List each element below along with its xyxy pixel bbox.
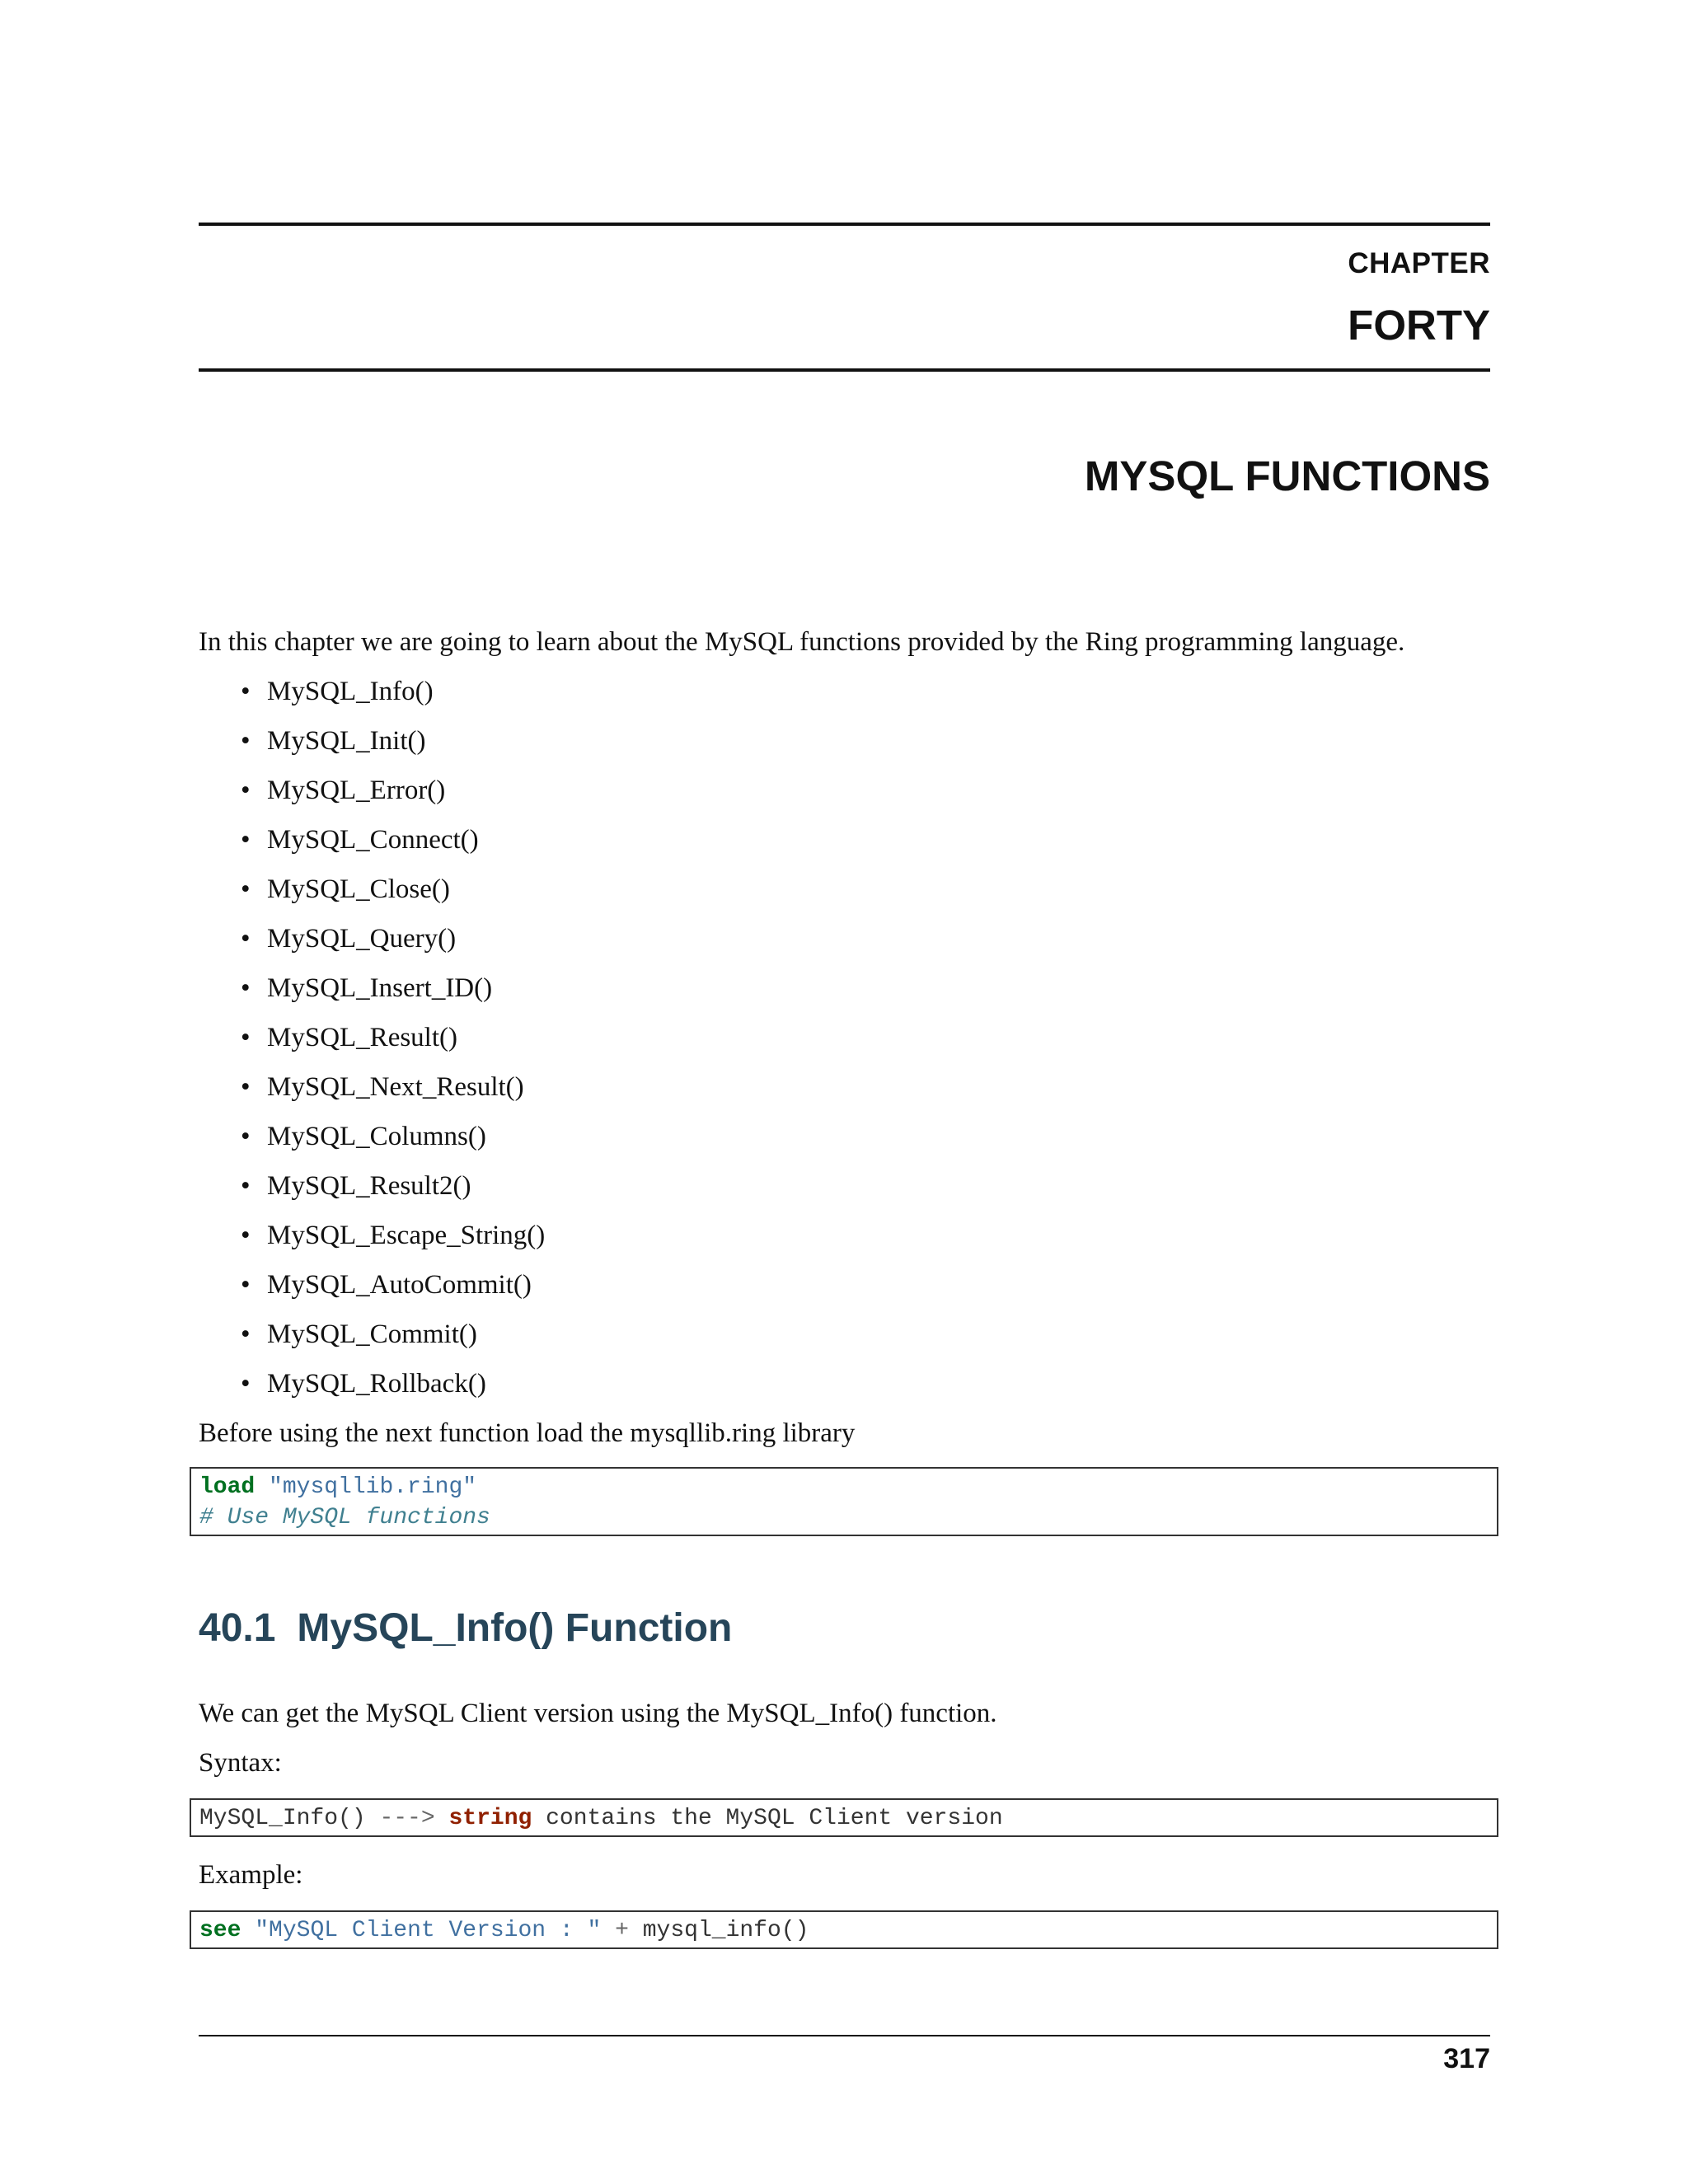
code-keyword: load xyxy=(199,1474,256,1500)
code-text: contains the MySQL Client version xyxy=(546,1806,1003,1831)
code-operator: + xyxy=(615,1918,629,1943)
list-item: • MySQL_Escape_String() xyxy=(199,1219,545,1268)
section-title: MySQL_Info() Function xyxy=(297,1606,733,1650)
footer-rule xyxy=(199,2035,1490,2036)
list-item: • MySQL_Insert_ID() xyxy=(199,972,545,1021)
syntax-label: Syntax: xyxy=(199,1748,282,1778)
list-item: • MySQL_Result2() xyxy=(199,1169,545,1219)
example-code-block xyxy=(190,1910,1498,1949)
list-item: • MySQL_Init() xyxy=(199,724,545,774)
list-item: • MySQL_Close() xyxy=(199,873,545,922)
section-description: We can get the MySQL Client version using the MySQL_Info() function. xyxy=(199,1699,997,1728)
intro-paragraph: In this chapter we are going to learn about the MySQL functions provided by the Ring programming language. xyxy=(199,627,1405,657)
section-number: 40.1 xyxy=(199,1606,276,1650)
list-item: • MySQL_Query() xyxy=(199,922,545,972)
list-item: • MySQL_Result() xyxy=(199,1021,545,1071)
code-call: MySQL_Info() xyxy=(199,1806,366,1831)
code-string: "MySQL Client Version : " xyxy=(255,1918,602,1943)
function-list xyxy=(199,675,545,1417)
section-heading xyxy=(199,1605,732,1651)
code-keyword: see xyxy=(199,1918,241,1943)
code-arrow: ---> xyxy=(379,1806,435,1831)
load-code-block xyxy=(190,1467,1498,1536)
syntax-code-block xyxy=(190,1798,1498,1837)
code-comment: # Use MySQL functions xyxy=(199,1505,490,1530)
chapter-bottom-rule xyxy=(199,368,1490,372)
code-call: mysql_info() xyxy=(642,1918,809,1943)
list-item: • MySQL_Rollback() xyxy=(199,1367,545,1417)
list-item: • MySQL_Info() xyxy=(199,675,545,724)
list-item: • MySQL_Next_Result() xyxy=(199,1071,545,1120)
chapter-top-rule xyxy=(199,223,1490,226)
before-paragraph: Before using the next function load the mysqllib.ring library xyxy=(199,1418,856,1448)
chapter-label: CHAPTER xyxy=(1348,247,1490,279)
list-item: • MySQL_AutoCommit() xyxy=(199,1268,545,1318)
page-number: 317 xyxy=(1443,2043,1490,2074)
code-string: "mysqllib.ring" xyxy=(269,1474,477,1500)
example-label: Example: xyxy=(199,1860,303,1890)
list-item: • MySQL_Commit() xyxy=(199,1318,545,1367)
list-item: • MySQL_Columns() xyxy=(199,1120,545,1169)
list-item: • MySQL_Connect() xyxy=(199,823,545,873)
code-type: string xyxy=(448,1806,532,1831)
list-item: • MySQL_Error() xyxy=(199,774,545,823)
chapter-title: MYSQL FUNCTIONS xyxy=(1084,452,1490,499)
chapter-number: FORTY xyxy=(1348,302,1490,349)
